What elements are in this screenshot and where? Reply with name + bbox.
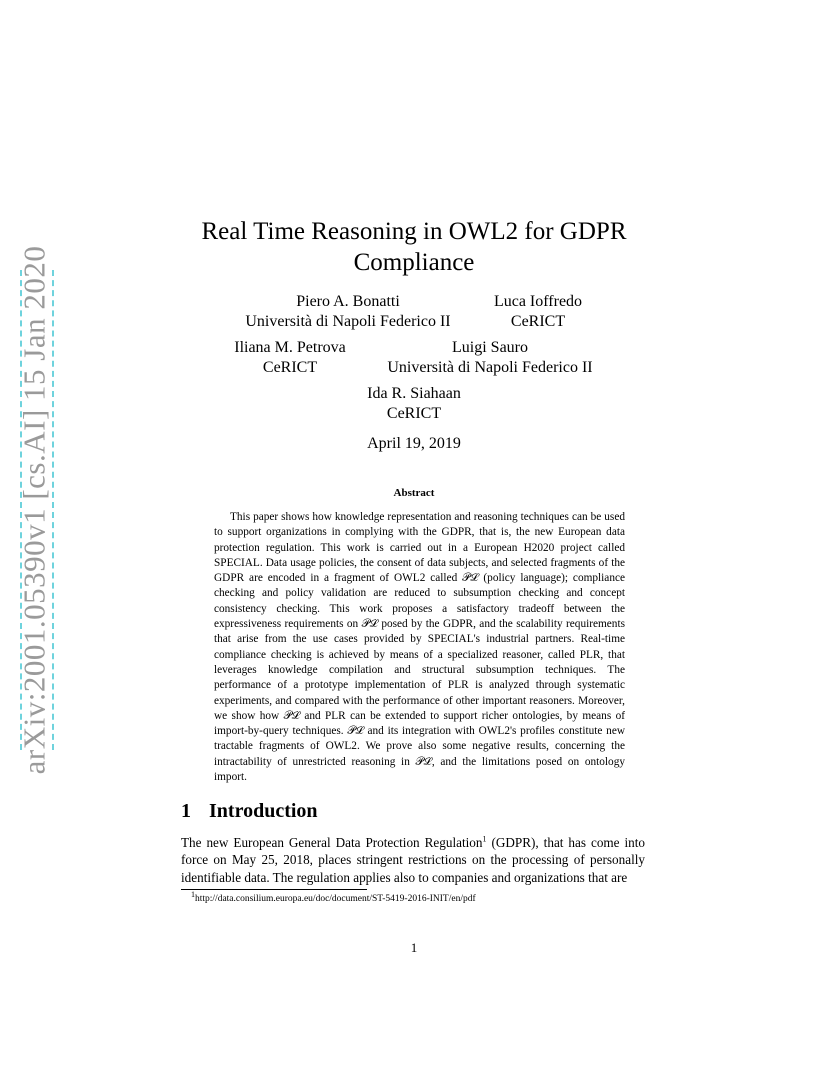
arxiv-identifier-stamp [12,245,56,775]
paper-title [0,216,828,278]
author-affiliation: CeRICT [262,359,318,376]
section-heading [181,800,318,823]
introduction-body [181,834,645,886]
section-title: Introduction [209,800,318,822]
introduction-paragraph [181,834,645,886]
page-number: 1 [410,940,418,955]
footnote-mark: 1 [191,889,195,899]
author-block [478,292,598,332]
author-block [334,384,494,424]
author-name: Piero A. Bonatti [296,293,400,310]
intro-text-part-2: (GDPR), that has come into force on May 25, 2018, places stringent restrictions on the processing of personally identifiable data. The regulation applies also to companies and organizations that are [181,835,646,885]
author-name: Luca Ioffredo [493,293,583,310]
author-block [220,338,360,378]
paper-title-line-2: Compliance [353,249,475,276]
author-block [362,338,618,378]
author-name: Iliana M. Petrova [234,339,346,356]
footnote-divider [181,889,367,890]
author-affiliation: CeRICT [510,313,566,330]
abstract-text: This paper shows how knowledge representation and reasoning techniques can be used to support organizations in complying with the GDPR, that is, the new European data protection regulation. This work is carried out in a European H2020 project called SPECIAL. Data usage policies, the consent of data subjects, and selected fragments of the GDPR are encoded in a fragment of OWL2 called 𝒫ℒ (policy language); compliance checking and policy validation are reduced to subsumption checking and concept consistency checking. This work proposes a satisfactory tradeoff between the expressiveness requirements on 𝒫ℒ posed by the GDPR, and the scalability requirements that arise from the use cases provided by SPECIAL's industrial partners. Real-time compliance checking is achieved by means of a specialized reasoner, called PLR, that leverages knowledge compilation and structural subsumption techniques. The performance of a prototype implementation of PLR is analyzed through systematic experiments, and compared with the performance of other important reasoners. Moreover, we show how 𝒫ℒ and PLR can be extended to support richer ontologies, by means of import-by-query techniques. 𝒫ℒ and its integration with OWL2's profiles constitute new tractable fragments of OWL2. We prove also some negative results, concerning the intractability of unrestricted reasoning in 𝒫ℒ, and the limitations posed on ontology import. [214,511,625,784]
paper-date: April 19, 2019 [367,435,461,452]
author-affiliation: Università di Napoli Federico II [245,313,451,330]
author-name: Luigi Sauro [452,339,528,356]
abstract-body [214,510,625,785]
footnote-reference[interactable]: 1 [482,834,487,844]
author-name: Ida R. Siahaan [367,385,461,402]
paper-title-line-1: Real Time Reasoning in OWL2 for GDPR [201,218,627,245]
intro-text-part-1: The new European General Data Protection Regulation [181,835,483,850]
section-number: 1 [181,800,191,822]
author-affiliation: CeRICT [386,405,442,422]
footnote-link[interactable]: http://data.consilium.europa.eu/doc/document/ST-5419-2016-INIT/en/pdf [195,894,476,904]
author-affiliation: Università di Napoli Federico II [387,359,593,376]
arxiv-stamp-text: arXiv:2001.05390v1 [cs.AI] 15 Jan 2020 [16,245,52,775]
footnote [181,889,476,904]
author-block [220,292,476,332]
abstract-heading: Abstract [393,487,435,499]
